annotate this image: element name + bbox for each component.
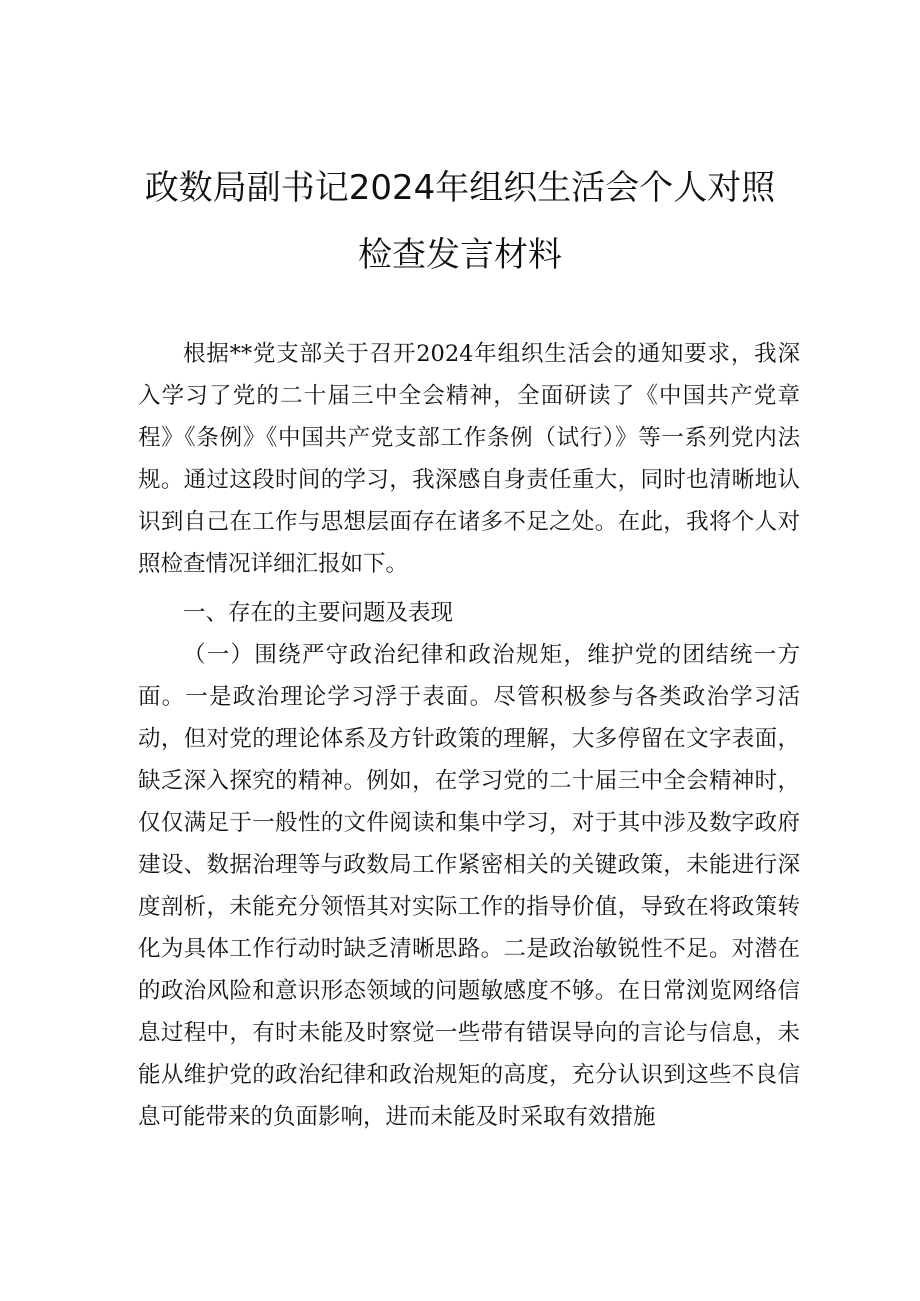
section-heading: 一、存在的主要问题及表现 — [183, 600, 454, 626]
document-title-line-2: 检查发言材料 — [358, 235, 562, 275]
body-paragraph: （一）围绕严守政治纪律和政治规矩，维护党的团结统一方面。一是政治理论学习浮于表面。尽管积极参与各类政治学习活动，但对党的理论体系及方针政策的理解，大多停留在文字表面，缺乏深入探究的精神。例如，在学习党的二十届三中全会精神时，仅仅满足于一般性的文件阅读和集中学习，对于其中涉及数字政府建设、数据治理等与政数局工作紧密相关的关键政策，未能进行深度剖析，未能充分领悟其对实际工作的指导价值，导致在将政策转化为具体工作行动时缺乏清晰思路。二是政治敏锐性不足。对潜在的政治风险和意识形态领域的问题敏感度不够。在日常浏览网络信息过程中，有时未能及时察觉一些带有错误导向的言论与信息，未能从维护党的政治纪律和政治规矩的高度，充分认识到这些不良信息可能带来的负面影响，进而未能及时采取有效措施 — [138, 642, 800, 1130]
intro-paragraph: 根据**党支部关于召开2024年组织生活会的通知要求，我深入学习了党的二十届三中全会精神，全面研读了《中国共产党章程》《条例》《中国共产党支部工作条例（试行）》等一系列党内法规。通过这段时间的学习，我深感自身责任重大，同时也清晰地认识到自己在工作与思想层面存在诸多不足之处。在此，我将个人对照检查情况详细汇报如下。 — [138, 341, 800, 577]
document-title-line-1: 政数局副书记2024年组织生活会个人对照 — [144, 168, 776, 208]
